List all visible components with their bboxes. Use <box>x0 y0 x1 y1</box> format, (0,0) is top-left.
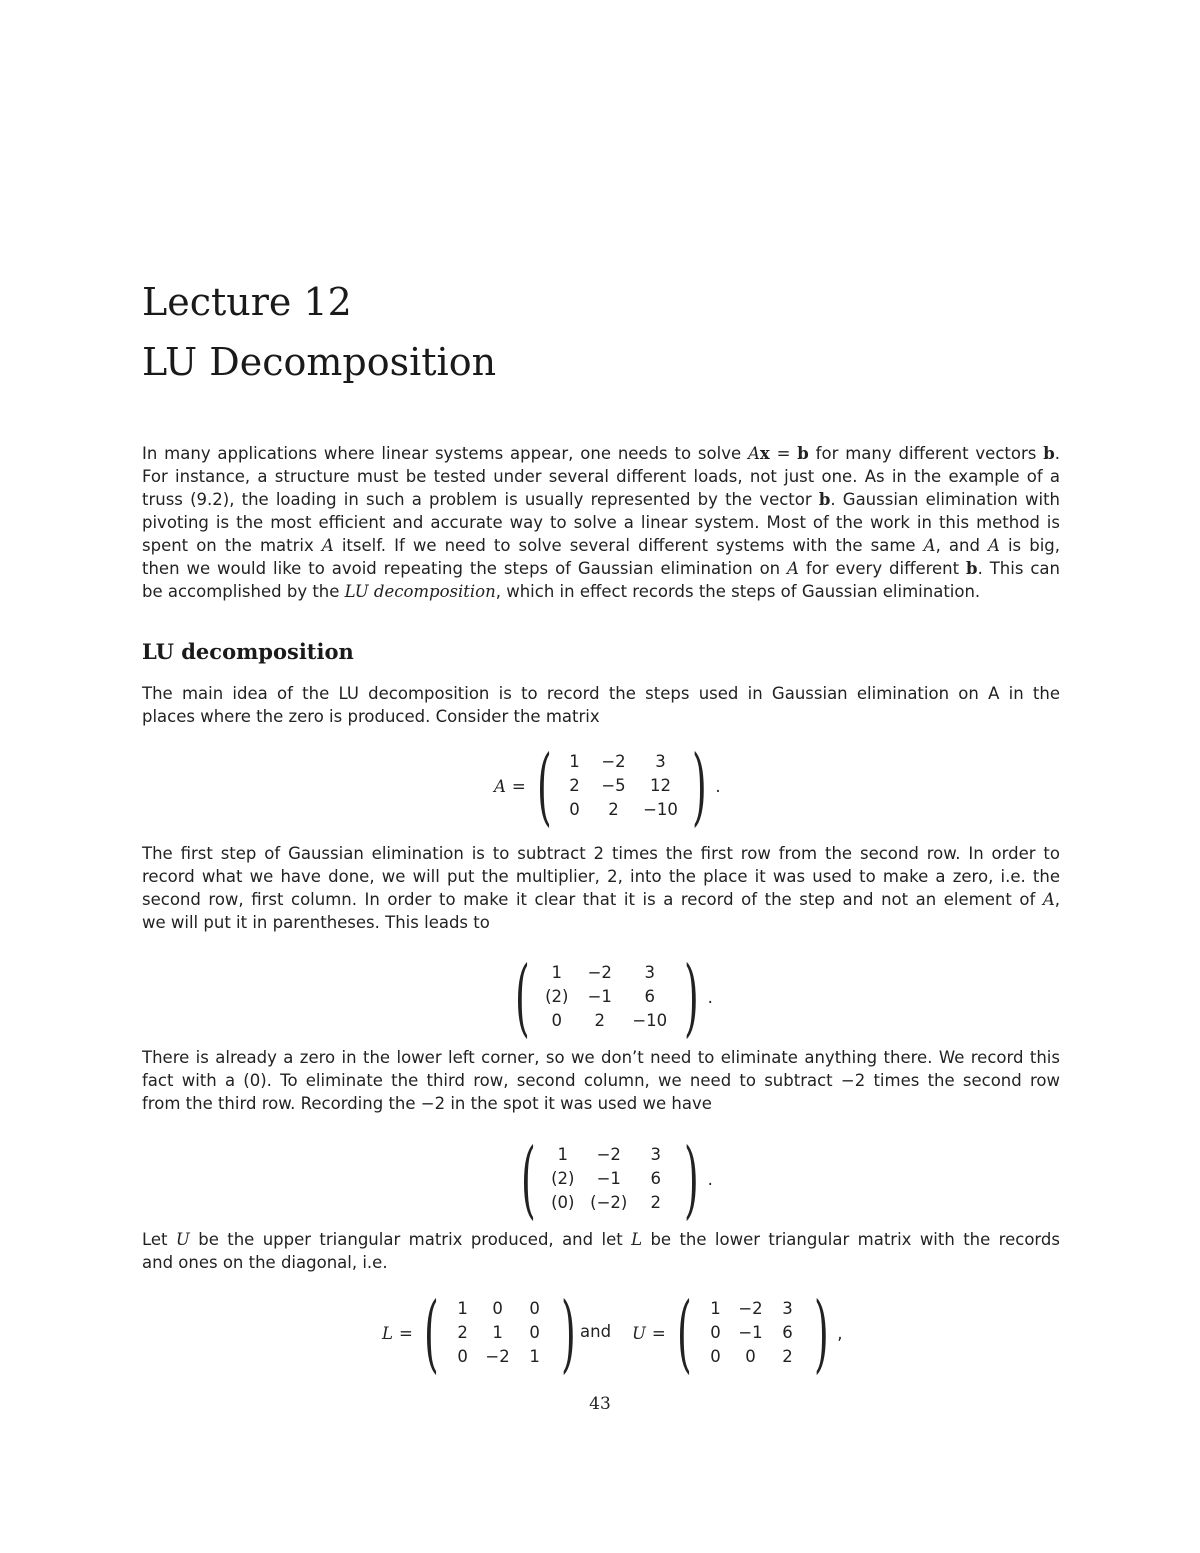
matrix-cell: 1 <box>492 1323 503 1342</box>
matrix-cell: −1 <box>596 1169 621 1188</box>
and-word: and <box>580 1322 612 1341</box>
equals-sign: = <box>651 1323 666 1343</box>
matrix-cell: 12 <box>650 776 672 795</box>
matrix-cell: (0) <box>551 1193 575 1212</box>
trailing-punct: . <box>707 1169 713 1189</box>
matrix-cell: −10 <box>632 1011 668 1030</box>
matrix-cell: 1 <box>710 1299 721 1318</box>
matrix-cell: 0 <box>529 1299 540 1318</box>
matrix-cell: 1 <box>457 1299 468 1318</box>
trailing-punct: . <box>707 987 713 1007</box>
matrix-cell: 0 <box>745 1347 756 1366</box>
intro-line-3: truss (9.2), the loading in such a problem is usually represented by the vector b. Gaussian elimination with <box>142 490 1060 509</box>
matrix-cell: −5 <box>601 776 626 795</box>
matrix-cell: −2 <box>596 1145 621 1164</box>
trailing-punct: , <box>837 1323 843 1343</box>
matrix-cell: 1 <box>569 752 580 771</box>
matrix-l-label: L <box>382 1323 393 1343</box>
matrix-l-grid <box>448 1298 552 1368</box>
matrix-cell: 6 <box>644 987 656 1006</box>
p4-line-2: and ones on the diagonal, i.e. <box>142 1253 388 1272</box>
equals-sign: = <box>511 776 526 796</box>
matrix-cell: −10 <box>643 800 678 819</box>
p2-line-2: record what we have done, we will put the multiplier, 2, into the place it was used to make a zero, i.e. the <box>142 867 1060 886</box>
p3-line-1: There is already a zero in the lower left corner, so we don’t need to eliminate anything there. We record this <box>142 1048 1060 1067</box>
matrix-l <box>382 1284 584 1382</box>
matrix-cell: 0 <box>710 1347 721 1366</box>
matrix-cell: (−2) <box>590 1193 628 1212</box>
matrix-cell: 1 <box>557 1145 569 1164</box>
right-paren: ) <box>560 1284 576 1382</box>
matrix-cell: 2 <box>608 800 619 819</box>
matrix-cell: −1 <box>587 987 612 1006</box>
p3-line-3: from the third row. Recording the −2 in the spot it was used we have <box>142 1094 712 1113</box>
chapter-title: LU Decomposition <box>142 340 497 384</box>
p2-line-3: second row, first column. In order to make it clear that it is a record of the step and not an element of A, <box>142 890 1060 909</box>
section-heading: LU decomposition <box>142 639 354 664</box>
matrix-cell: 2 <box>782 1347 793 1366</box>
matrix-cell: 2 <box>569 776 580 795</box>
p3-line-2: fact with a (0). To eliminate the third row, second column, we need to subtract −2 times the second row <box>142 1071 1060 1090</box>
matrix-cell: −2 <box>738 1299 763 1318</box>
matrix-cell: −2 <box>587 963 612 982</box>
p1-line-2: places where the zero is produced. Consider the matrix <box>142 707 600 726</box>
p2-line-4: we will put it in parentheses. This leads to <box>142 913 490 932</box>
left-paren: ( <box>536 737 552 835</box>
matrix-cell: 0 <box>551 1011 563 1030</box>
matrix-cell: (2) <box>545 987 569 1006</box>
p1-line-1: The main idea of the LU decomposition is to record the steps used in Gaussian elimination on A in the <box>142 684 1060 703</box>
matrix-cell: 6 <box>650 1169 662 1188</box>
p4-line-1: Let U be the upper triangular matrix produced, and let L be the lower triangular matrix with the records <box>142 1230 1060 1249</box>
left-paren: ( <box>521 1130 536 1228</box>
equals-sign: = <box>398 1323 413 1343</box>
page-number: 43 <box>589 1394 611 1414</box>
intro-line-1: In many applications where linear systems appear, one needs to solve Ax = b for many different vectors b. <box>142 444 1060 463</box>
matrix-cell: (2) <box>551 1169 575 1188</box>
matrix-cell: 3 <box>650 1145 662 1164</box>
intro-line-5: spent on the matrix A itself. If we need to solve several different systems with the same A, and A is big, <box>142 536 1060 555</box>
matrix-cell: 6 <box>782 1323 793 1342</box>
matrix-cell: 1 <box>551 963 563 982</box>
matrix-a <box>494 737 721 835</box>
intro-line-6: then we would like to avoid repeating the steps of Gaussian elimination on A for every different b. This can <box>142 559 1060 578</box>
right-paren: ) <box>683 1130 699 1228</box>
chapter-number: Lecture 12 <box>142 280 352 324</box>
matrix-cell: 2 <box>594 1011 606 1030</box>
intro-line-4: pivoting is the most efficient and accurate way to solve a linear system. Most of the work in this method is <box>142 513 1060 532</box>
right-paren: ) <box>691 737 707 835</box>
left-paren: ( <box>423 1284 439 1382</box>
matrix-cell: 1 <box>529 1347 540 1366</box>
intro-line-2: For instance, a structure must be tested under several different loads, not just one. As in the example of a <box>142 467 1060 486</box>
matrix-cell: 2 <box>457 1323 468 1342</box>
matrix-step-2-grid <box>545 1144 675 1214</box>
matrix-u-grid <box>701 1298 805 1368</box>
matrix-cell: 3 <box>782 1299 793 1318</box>
left-paren: ( <box>515 948 530 1046</box>
matrix-u <box>632 1284 843 1382</box>
matrix-a-grid <box>561 751 683 821</box>
matrix-a-label: A <box>494 776 506 796</box>
matrix-step-1 <box>506 948 713 1046</box>
matrix-cell: −1 <box>738 1323 763 1342</box>
matrix-cell: 0 <box>529 1323 540 1342</box>
intro-line-7: be accomplished by the LU decomposition, which in effect records the steps of Gaussian elimination. <box>142 582 981 601</box>
right-paren: ) <box>813 1284 829 1382</box>
trailing-punct: . <box>715 776 721 796</box>
matrix-cell: −2 <box>601 752 626 771</box>
matrix-cell: 2 <box>650 1193 662 1212</box>
matrix-step-1-grid <box>539 962 675 1032</box>
matrix-u-label: U <box>632 1323 646 1343</box>
right-paren: ) <box>683 948 699 1046</box>
matrix-cell: 0 <box>492 1299 503 1318</box>
left-paren: ( <box>676 1284 692 1382</box>
matrix-cell: −2 <box>485 1347 510 1366</box>
matrix-cell: 0 <box>457 1347 468 1366</box>
matrix-cell: 3 <box>644 963 656 982</box>
matrix-cell: 0 <box>710 1323 721 1342</box>
matrix-cell: 3 <box>655 752 666 771</box>
matrix-step-2 <box>512 1130 713 1228</box>
matrix-cell: 0 <box>569 800 580 819</box>
p2-line-1: The first step of Gaussian elimination is to subtract 2 times the first row from the second row. In order to <box>142 844 1060 863</box>
